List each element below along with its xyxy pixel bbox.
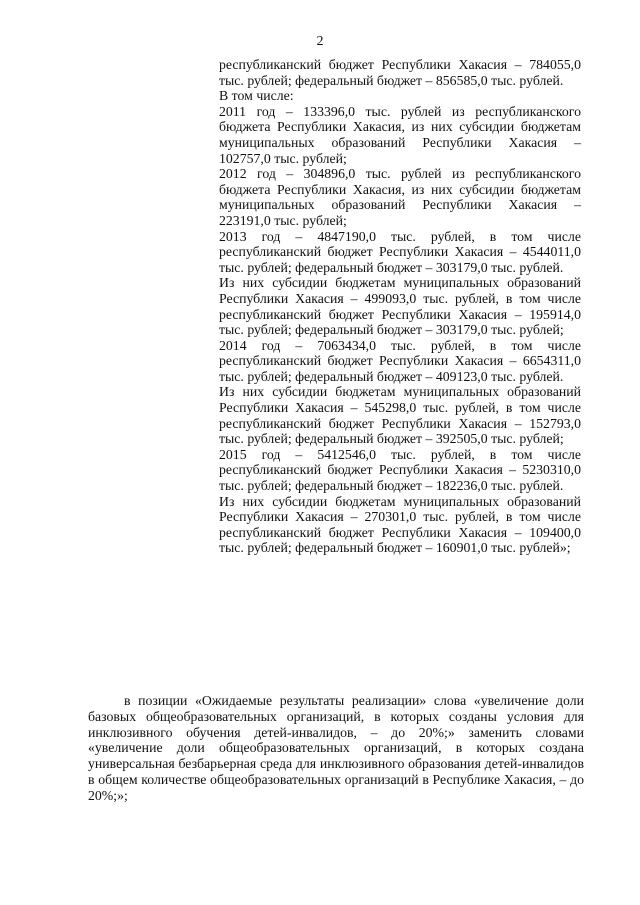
funding-paragraph-2015: 2015 год – 5412546,0 тыс. рублей, в том числе республиканский бюджет Республики Хакасия – 5230310,0 тыс. рублей; федеральный бюджет – 182236,0 тыс. рублей. (219, 446, 581, 494)
funding-paragraph-2012: 2012 год – 304896,0 тыс. рублей из республиканского бюджета Республики Хакасия, из них субсидии бюджетам муниципальных образований Республики Хакасия – 223191,0 тыс. рублей; (219, 166, 581, 228)
funding-paragraph-2013-subsidies: Из них субсидии бюджетам муниципальных образований Республики Хакасия – 499093,0 тыс. рублей, в том числе республиканский бюджет Республики Хакасия – 195914,0 тыс. рублей; федеральный бюджет – 303179,0 тыс. рублей; (219, 275, 581, 338)
funding-paragraph-2014: 2014 год – 7063434,0 тыс. рублей, в том числе республиканский бюджет Республики Хакасия – 6654311,0 тыс. рублей; федеральный бюджет – 409123,0 тыс. рублей. (219, 337, 581, 384)
funding-paragraph-total: республиканский бюджет Республики Хакасия – 784055,0 тыс. рублей; федеральный бюджет – 856585,0 тыс. рублей. (219, 57, 581, 88)
funding-column (219, 57, 581, 556)
funding-paragraph-2013: 2013 год – 4847190,0 тыс. рублей, в том числе республиканский бюджет Республики Хакасия – 4544011,0 тыс. рублей; федеральный бюджет – 303179,0 тыс. рублей. (219, 228, 581, 275)
page-number: 2 (316, 34, 324, 49)
funding-paragraph-2015-subsidies: Из них субсидии бюджетам муниципальных образований Республики Хакасия – 270301,0 тыс. рублей, в том числе республиканский бюджет Республики Хакасия – 109400,0 тыс. рублей; федеральный бюджет – 160901,0 тыс. рублей»; (219, 493, 581, 556)
main-paragraph: в позиции «Ожидаемые результаты реализации» слова «увеличение доли базовых общеобразовательных организаций, в которых созданы условия для инклюзивного обучения детей-инвалидов, – до 20%;» заменить словами «увеличение доли общеобразовательных организаций, в которых создана универсальная безбарьерная среда для инклюзивного образования детей-инвалидов в общем количестве общеобразовательных организаций в Республике Хакасия, – до 20%;»; (88, 693, 584, 803)
funding-paragraph-2011: 2011 год – 133396,0 тыс. рублей из республиканского бюджета Республики Хакасия, из них субсидии бюджетам муниципальных образований Республики Хакасия – 102757,0 тыс. рублей; (219, 103, 581, 166)
funding-paragraph-including: В том числе: (219, 88, 294, 104)
funding-paragraph-2014-subsidies: Из них субсидии бюджетам муниципальных образований Республики Хакасия – 545298,0 тыс. рублей, в том числе республиканский бюджет Республики Хакасия – 152793,0 тыс. рублей; федеральный бюджет – 392505,0 тыс. рублей; (219, 384, 581, 447)
